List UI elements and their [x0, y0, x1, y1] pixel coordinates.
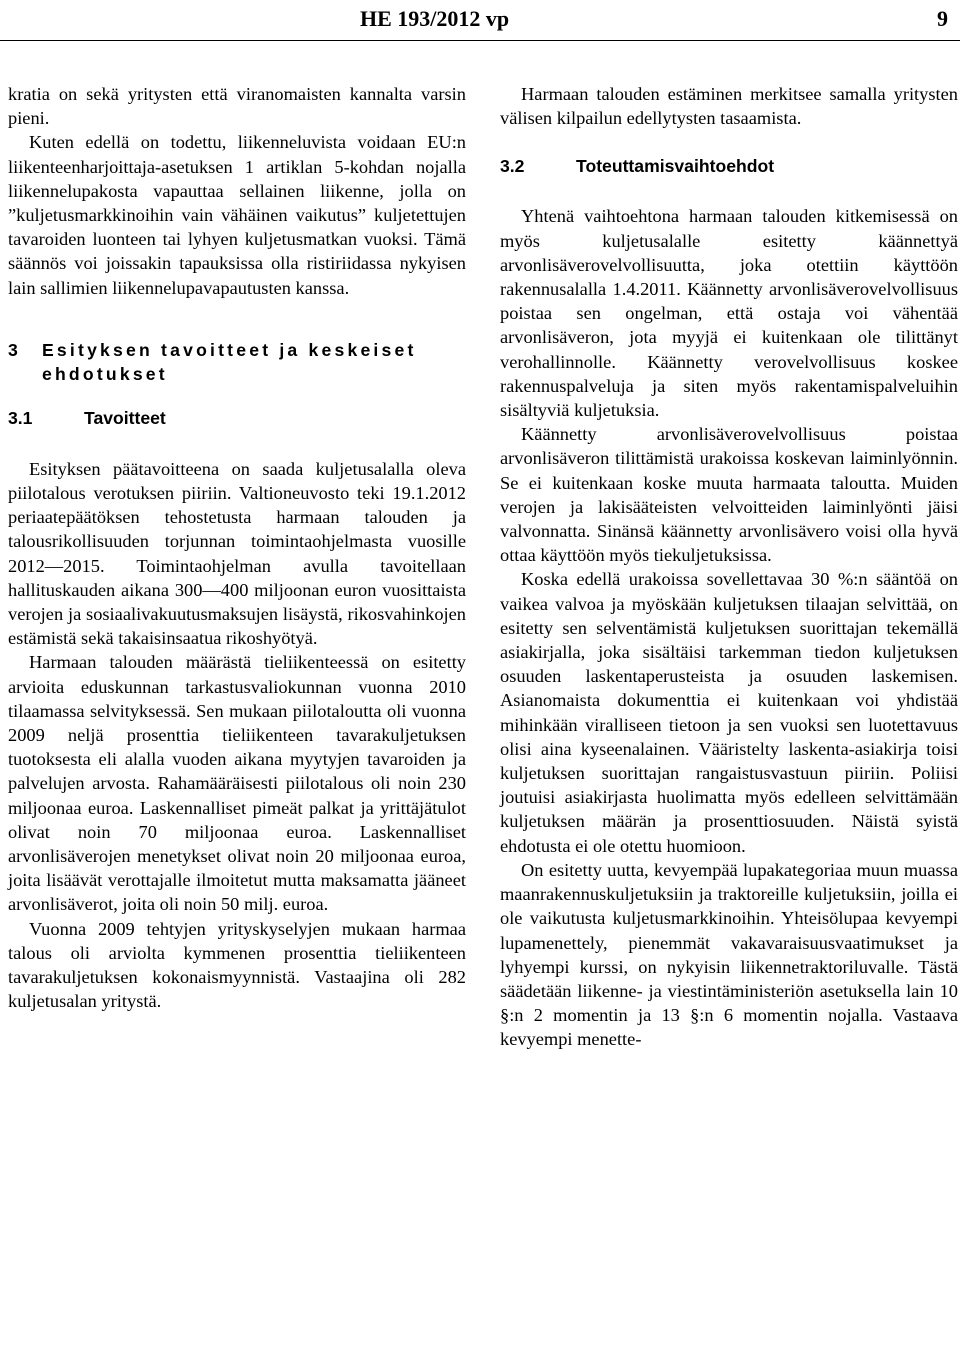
chapter-title: Esityksen tavoitteet ja keskeiset ehdotukset	[42, 339, 417, 384]
section-number: 3.1	[8, 407, 33, 428]
paragraph: Koska edellä urakoissa sovellettavaa 30 %:n sääntöä on vaikea valvoa ja myöskään kuljetuksen tilaajan selvittää, on esitetty sen selventämistä kuljetuksen suorittajan tekemällä asiakirjalla, joka sisältäisi tarkemman tiedon kuljetuksen osuuden laskentaperusteista ja osuuden laskemisen. Asianomaista dokumenttia ei kuitenkaan voi yhdistää mihinkään viralliseen tietoon ja sen vuoksi sen luotettavuus olisi aina kyseenalainen. Vääristelty laskenta-asiakirja toisi kuljetuksen suorittajan rangaistusvastuun piiriin. Poliisi joutuisi asiakirjasta huolimatta myös edelleen selvittämään kuljetuksen määrän ja prosenttiosuuden. Näistä syistä ehdotusta ei ole otettu huomioon.	[500, 569, 958, 856]
section-number: 3.2	[500, 156, 525, 177]
paragraph: kratia on sekä yritysten että viranomaisten kannalta varsin pieni.	[8, 84, 466, 129]
page-header	[0, 0, 960, 40]
section-title: Tavoitteet	[84, 407, 166, 428]
paragraph: Vuonna 2009 tehtyjen yrityskyselyjen mukaan harmaa talous oli arviolta kymmenen prosenttia tieliikenteen tavarakuljetuksen kokonaismyynnistä. Vastaajina oli 282 kuljetusalan yritystä.	[8, 918, 466, 1012]
paragraph: On esitetty uutta, kevyempää lupakategoriaa muun muassa maanrakennuskuljetuksiin ja traktoreille kuljetuksiin, joilla ei ole vaikutusta kuljetusmarkkinoihin. Yhteisölupaa kevyempi lupamenettely, pienemmät vakavaraisuusvaatimukset ja lyhyempi kurssi, on nykyisin liikennetraktoriluvalle. Tästä säädetään liikenne- ja viestintäministeriön asetuksella lain 10 §:n 2 momentin ja 13 §:n 6 momentin nojalla. Vastaava kevyempi menette-	[500, 859, 958, 1050]
paragraph: Harmaan talouden määrästä tieliikenteessä on esitetty arvioita eduskunnan tarkastusvaliokunnan vuonna 2010 tilaamassa selvityksessä. Sen mukaan piilotaloutta oli vuonna 2009 neljä prosenttia tieliikenteen tavarakuljetuksen tuotoksesta eli alalla vuoden aikana myytyjen tavaroiden ja palvelujen arvosta. Rahamääräisesti piilotalous oli noin 230 miljoonaa euroa. Laskennalliset pimeät palkat ja yrittäjätulot olivat noin 70 miljoonaa euroa. Laskennalliset arvonlisäverojen menetykset olivat noin 20 miljoonaa euroa, joita lisäävät verottajalle ilmoitetut mutta maksamatta jääneet arvonlisäverot, joita oli noin 50 milj. euroa.	[8, 652, 466, 915]
page-number: 9	[937, 6, 948, 31]
paragraph: Yhtenä vaihtoehtona harmaan talouden kitkemisessä on myös kuljetusalalle esitetty käännettyä arvonlisäverovelvollisuutta, joka otettiin käyttöön rakennusalalla 1.4.2011. Käännetty arvonlisäverovelvollisuus poistaa sen ongelman, että ostaja voi vähentää arvonlisäveron, jota myyjä ei kuitenkaan ole tilittänyt verohallinnolle. Käännetty verovelvollisuus koskee rakennuspalveluja ja siten myös rakentamispalveluihin sisältyviä kuljetuksia.	[500, 206, 958, 421]
chapter-heading	[8, 338, 466, 386]
document-title: HE 193/2012 vp	[360, 6, 510, 31]
paragraph: Kuten edellä on todettu, liikenneluvista voidaan EU:n liikenteenharjoittaja-asetuksen 1 artiklan 5-kohdan nojalla liikennelupakosta vapauttaa sellainen liikenne, jolla on ”kuljetusmarkkinoihin vain vähäinen vaikutus” kuljetettujen tavaroiden luonteen tai lyhyen kuljetusmatkan vuoksi. Tämä säännös voi joissakin tapauksissa olla ristiriidassa nykyisen lain sallimien liikennelupavapautusten kanssa.	[8, 132, 466, 298]
right-column	[500, 82, 958, 1052]
chapter-number: 3	[8, 339, 18, 360]
paragraph: Esityksen päätavoitteena on saada kuljetusalalla oleva piilotalous verotuksen piiriin. Valtioneuvosto teki 19.1.2012 periaatepäätöksen tehostetusta harmaan talouden ja talousrikollisuuden torjunnan toimintaohjelmasta vuosille 2012—2015. Toimintaohjelman avulla tavoitellaan hallituskauden aikana 300—400 miljoonan euron vuosittaista verojen ja sosiaalivakuutusmaksujen lisäystä, rikosvahinkojen estämistä sekä takaisinsaatua rikoshyötyä.	[8, 458, 466, 649]
paragraph: Käännetty arvonlisäverovelvollisuus poistaa arvonlisäveron tilittämistä urakoissa koskevan laiminlyönnin. Se ei kuitenkaan koske muuta harmaata taloutta. Muiden verojen ja lakisääteisten velvoitteiden laiminlyönti jäisi valvonnatta. Sinänsä käännetty arvonlisävero voisi olla hyvä ottaa käyttöön myös tiekuljetuksissa.	[500, 424, 958, 566]
section-heading	[500, 154, 958, 178]
header-rule	[0, 40, 960, 41]
section-heading	[8, 406, 466, 430]
paragraph: Harmaan talouden estäminen merkitsee samalla yritysten välisen kilpailun edellytysten tasaamista.	[500, 84, 958, 129]
left-column	[8, 82, 466, 1014]
section-title: Toteuttamisvaihtoehdot	[576, 156, 775, 177]
